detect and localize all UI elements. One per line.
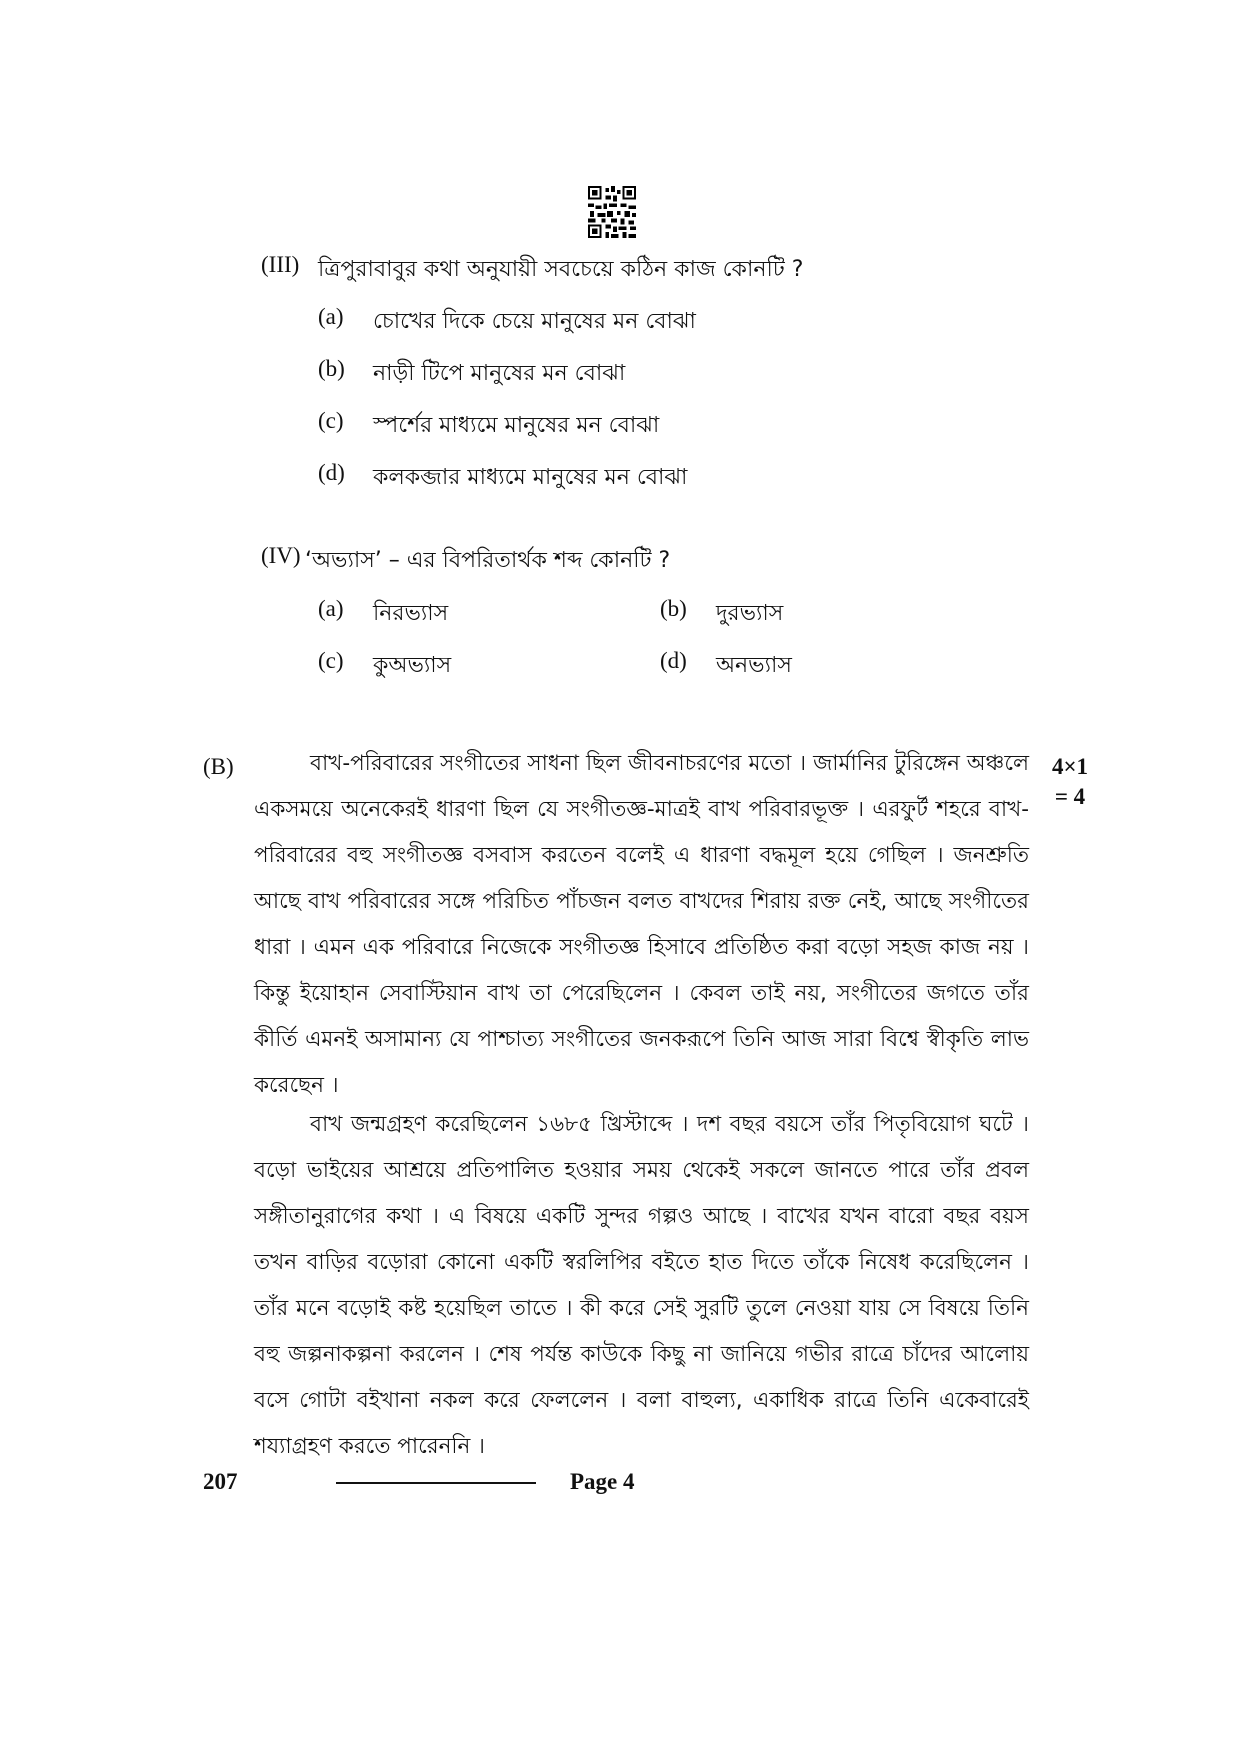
page-number: Page 4 (570, 1469, 635, 1494)
option-label: (c) (318, 408, 344, 433)
passage-paragraph: বাখ-পরিবারের সংগীতের সাধনা ছিল জীবনাচরণের মতো । জার্মানির টুরিঙ্গেন অঞ্চলে একসময়ে অনেকেরই ধারণা ছিল যে সংগীতজ্ঞ-মাত্রই বাখ পরিবারভূক্ত । এরফুর্ট শহরে বাখ-পরিবারের বহু সংগীতজ্ঞ বসবাস করতেন বলেই এ ধারণা বদ্ধমূল হয়ে গেছিল । জনশ্রুতি আছে বাখ পরিবারের সঙ্গে পরিচিত পাঁচজন বলত বাখদের শিরায় রক্ত নেই, আছে সংগীতের ধারা । এমন এক পরিবারে নিজেকে সংগীতজ্ঞ হিসাবে প্রতিষ্ঠিত করা বড়ো সহজ কাজ নয় । কিন্তু ইয়োহান সেবাস্টিয়ান বাখ তা পেরেছিলেন । কেবল তাই নয়, সংগীতের জগতে তাঁর কীর্তি এমনই অসামান্য যে পাশ্চাত্য সংগীতের জনকরূপে তিনি আজ সারা বিশ্বে স্বীকৃতি লাভ করেছেন । (254, 751, 1029, 1098)
option-text: দুরভ্যাস (716, 601, 784, 626)
option-text: অনভ্যাস (716, 653, 792, 678)
option-text: কলকব্জার মাধ্যমে মানুষের মন বোঝা (373, 465, 688, 490)
section-label: (B) (203, 754, 234, 779)
question-number: (IV) (261, 543, 301, 568)
qr-code-icon (588, 186, 636, 238)
option-text: স্পর্শের মাধ্যমে মানুষের মন বোঝা (373, 413, 660, 438)
option-label: (a) (318, 304, 344, 329)
paper-code: 207 (203, 1469, 238, 1494)
marks-box (1042, 752, 1098, 812)
option-label: (d) (660, 648, 687, 673)
option-label: (b) (318, 356, 345, 381)
option-label: (d) (318, 460, 345, 485)
footer-divider (336, 1482, 536, 1484)
option-text: কুঅভ্যাস (373, 653, 452, 678)
passage-paragraph: বাখ জন্মগ্রহণ করেছিলেন ১৬৮৫ খ্রিস্টাব্দে । দশ বছর বয়সে তাঁর পিতৃবিয়োগ ঘটে । বড়ো ভাইয়ের আশ্রয়ে প্রতিপালিত হওয়ার সময় থেকেই সকলে জানতে পারে তাঁর প্রবল সঙ্গীতানুরাগের কথা । এ বিষয়ে একটি সুন্দর গল্পও আছে । বাখের যখন বারো বছর বয়স তখন বাড়ির বড়োরা কোনো একটি স্বরলিপির বইতে হাত দিতে তাঁকে নিষেধ করেছিলেন । তাঁর মনে বড়োই কষ্ট হয়েছিল তাতে । কী করে সেই সুরটি তুলে নেওয়া যায় সে বিষয়ে তিনি বহু জল্পনাকল্পনা করলেন । শেষ পর্যন্ত কাউকে কিছু না জানিয়ে গভীর রাত্রে চাঁদের আলোয় বসে গোটা বইখানা নকল করে ফেললেন । বলা বাহুল্য, একাধিক রাত্রে তিনি একেবারেই শয্যাগ্রহণ করতে পারেননি । (254, 1112, 1029, 1459)
option-text: নাড়ী টিপে মানুষের মন বোঝা (373, 361, 626, 386)
option-label: (a) (318, 596, 344, 621)
question-text: ‘অভ্যাস’ – এর বিপরিতার্থক শব্দ কোনটি ? (305, 548, 671, 573)
option-label: (b) (660, 596, 687, 621)
option-text: চোখের দিকে চেয়ে মানুষের মন বোঝা (373, 309, 696, 334)
marks-line-2: = 4 (1054, 784, 1086, 809)
question-number: (III) (261, 252, 300, 277)
option-label: (c) (318, 648, 344, 673)
marks-line-1: 4×1 (1051, 754, 1089, 779)
question-text: ত্রিপুরাবাবুর কথা অনুযায়ী সবচেয়ে কঠিন কাজ কোনটি ? (318, 257, 804, 282)
option-text: নিরভ্যাস (373, 601, 449, 626)
